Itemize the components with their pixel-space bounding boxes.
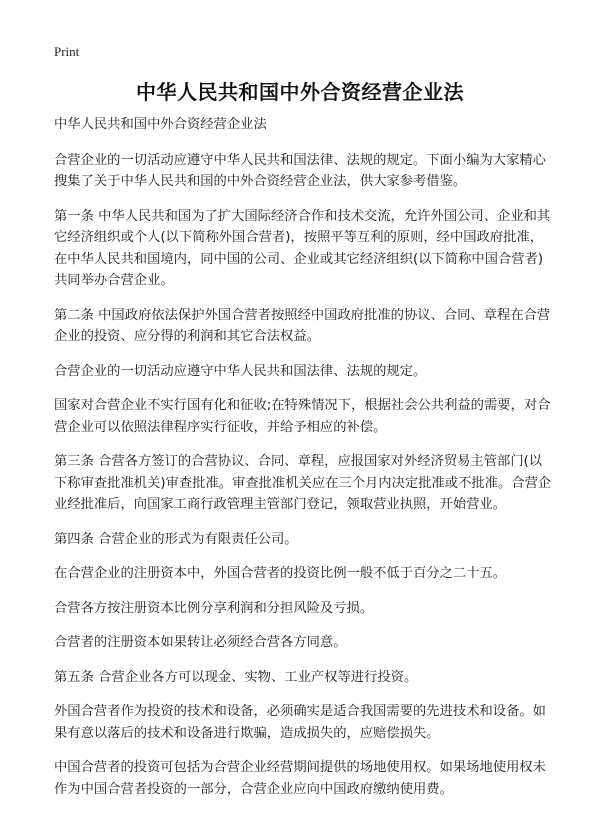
article-5-paragraph: 第五条 合营企业各方可以现金、实物、工业产权等进行投资。 bbox=[54, 669, 418, 685]
print-link[interactable]: Print bbox=[54, 44, 80, 59]
article-5-land-use-paragraph: 中国合营者的投资可包括为合营企业经营期间提供的场地使用权。如果场地使用权未作为中国合营者投资的一部分，合营企业应向中国政府缴纳使用费。 bbox=[54, 760, 546, 797]
article-5-technology-paragraph: 外国合营者作为投资的技术和设备，必须确实是适合我国需要的先进技术和设备。如果有意以落后的技术和设备进行欺骗，造成损失的，应赔偿损失。 bbox=[54, 704, 546, 741]
article-2-expropriation-paragraph: 国家对合营企业不实行国有化和征收;在特殊情况下，根据社会公共利益的需要，对合营企业可以依照法律程序实行征收，并给予相应的补偿。 bbox=[54, 398, 551, 435]
document-body bbox=[54, 114, 554, 813]
article-4-capital-ratio-paragraph: 在合营企业的注册资本中，外国合营者的投资比例一般不低于百分之二十五。 bbox=[54, 566, 507, 581]
article-1-paragraph: 第一条 中华人民共和国为了扩大国际经济合作和技术交流，允许外国公司、企业和其它经济组织或个人(以下简称外国合营者)，按照平等互利的原则，经中国政府批准，在中华人民共和国境内，同中国的公司、企业或其它经济组织(以下简称中国合营者)共同举办合营企业。 bbox=[54, 208, 551, 288]
page-title: 中华人民共和国中外合资经营企业法 bbox=[136, 80, 464, 104]
article-2-paragraph: 第二条 中国政府依法保护外国合营者按照经中国政府批准的协议、合同、章程在合营企业的投资、应分得的利润和其它合法权益。 bbox=[54, 307, 551, 344]
article-3-paragraph: 第三条 合营各方签订的合营协议、合同、章程，应报国家对外经济贸易主管部门(以下称审查批准机关)审查批准。审查批准机关应在三个月内决定批准或不批准。合营企业经批准后，向国家工商行政管理主管部门登记，领取营业执照，开始营业。 bbox=[54, 454, 552, 512]
article-2-compliance-paragraph: 合营企业的一切活动应遵守中华人民共和国法律、法规的规定。 bbox=[54, 363, 427, 379]
article-4-paragraph: 第四条 合营企业的形式为有限责任公司。 bbox=[54, 531, 298, 547]
document-subtitle: 中华人民共和国中外合资经营企业法 bbox=[54, 117, 267, 132]
intro-paragraph: 合营企业的一切活动应遵守中华人民共和国法律、法规的规定。下面小编为大家精心搜集了关于中华人民共和国的中外合资经营企业法，供大家参考借鉴。 bbox=[54, 152, 546, 189]
article-4-transfer-paragraph: 合营者的注册资本如果转让必须经合营各方同意。 bbox=[54, 635, 347, 650]
article-4-profit-sharing-paragraph: 合营各方按注册资本比例分享利润和分担风险及亏损。 bbox=[54, 600, 374, 616]
